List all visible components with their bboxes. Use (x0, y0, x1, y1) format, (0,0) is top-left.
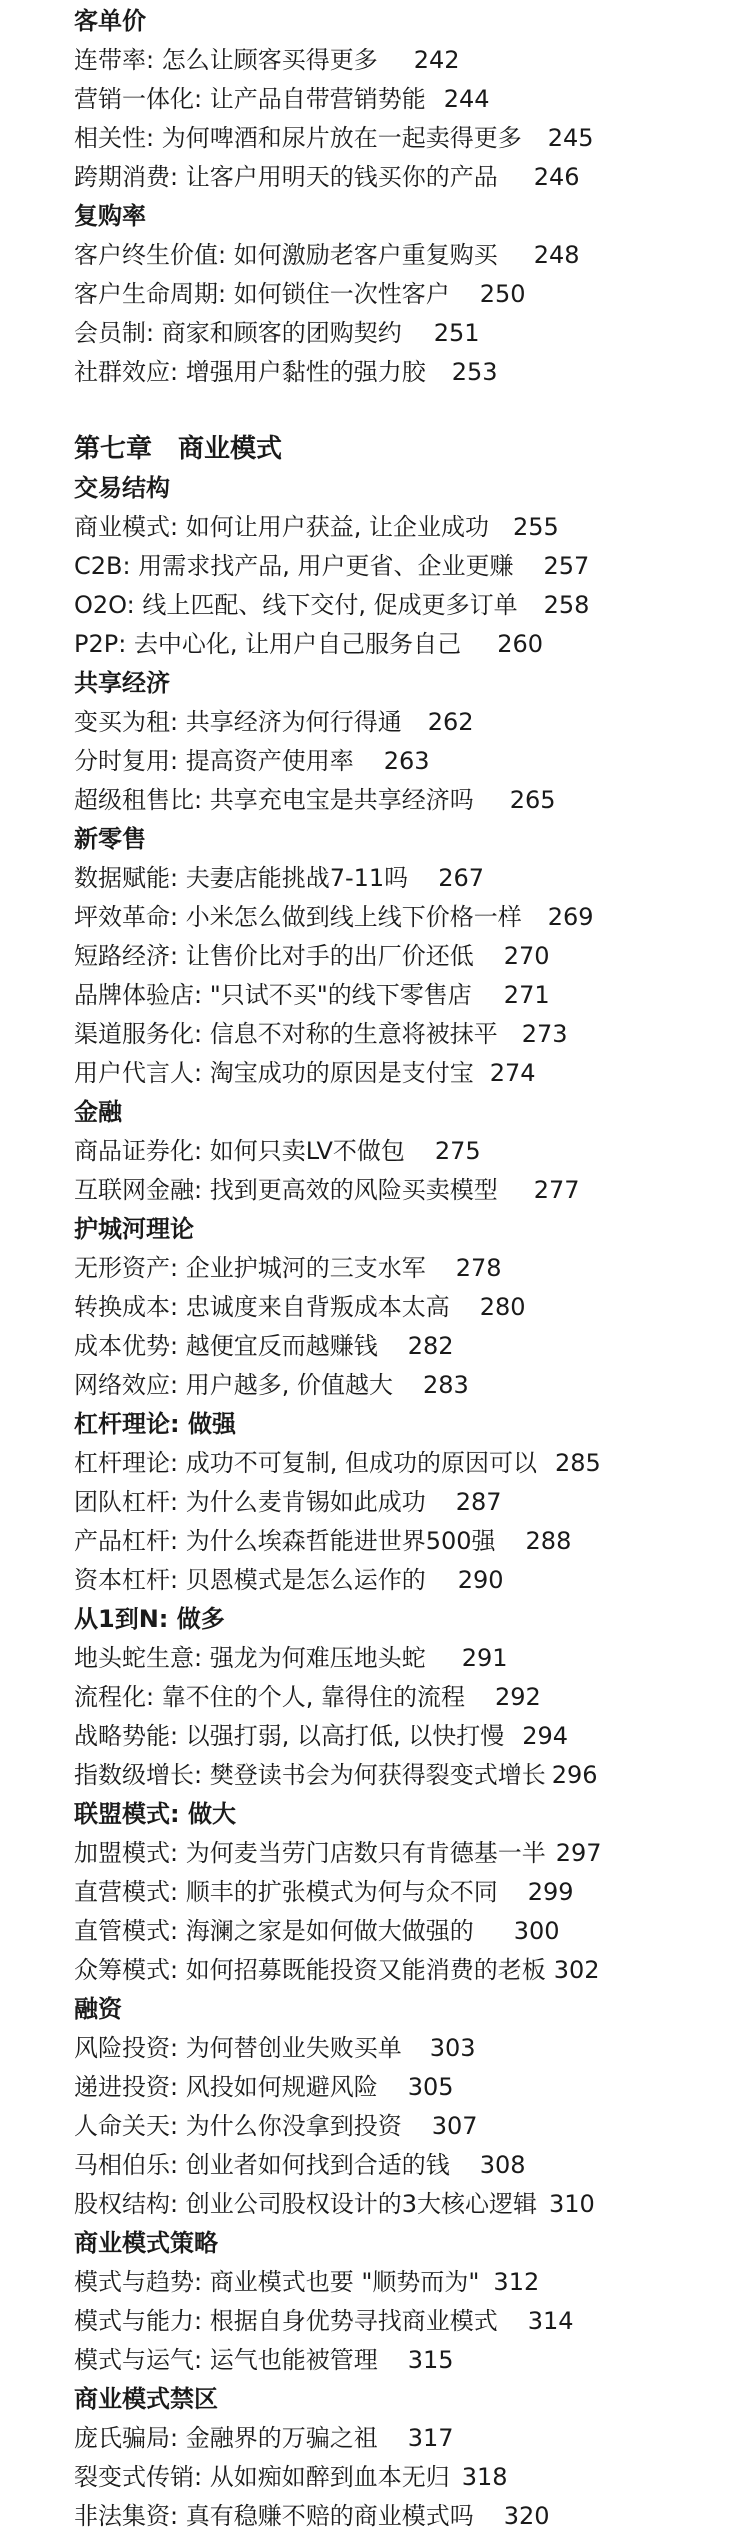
toc-entry[interactable] (74, 1522, 734, 1561)
toc-entry-title: 客户生命周期: 如何锁住一次性客户 (74, 280, 450, 308)
toc-entry-page: 297 (555, 1839, 602, 1867)
toc-entry-page: 314 (527, 2307, 574, 2335)
toc-entry-page: 255 (512, 513, 559, 541)
toc-entry-page: 315 (407, 2346, 454, 2374)
toc-entry[interactable] (74, 1717, 734, 1756)
toc-entry[interactable] (74, 1912, 734, 1951)
toc-entry[interactable] (74, 2497, 734, 2536)
toc-entry-title: 客户终生价值: 如何激励老客户重复购买 (74, 241, 498, 269)
section-heading: 交易结构 (74, 474, 170, 502)
toc-entry-page: 300 (513, 1917, 560, 1945)
toc-entry-page: 269 (547, 903, 594, 931)
toc-entry[interactable] (74, 2185, 734, 2224)
toc-entry-page: 283 (422, 1371, 469, 1399)
toc-entry-page: 287 (455, 1488, 502, 1516)
toc-entry-title: 超级租售比: 共享充电宝是共享经济吗 (74, 786, 474, 814)
toc-entry[interactable] (74, 275, 734, 314)
toc-entry-title: 杠杆理论: 成功不可复制, 但成功的原因可以 (74, 1449, 537, 1477)
toc-entry-page: 246 (533, 163, 580, 191)
toc-entry-page: 308 (479, 2151, 526, 2179)
toc-entry[interactable] (74, 1171, 734, 1210)
toc-entry-title: 直营模式: 顺丰的扩张模式为何与众不同 (74, 1878, 498, 1906)
toc-entry[interactable] (74, 1288, 734, 1327)
toc-entry[interactable] (74, 2263, 734, 2302)
toc-entry-page: 273 (521, 1020, 568, 1048)
toc-entry-page: 270 (503, 942, 550, 970)
toc-entry-page: 294 (522, 1722, 569, 1750)
chapter-heading: 第七章 商业模式 (74, 434, 283, 464)
toc-entry-title: 股权结构: 创业公司股权设计的3大核心逻辑 (74, 2190, 537, 2218)
toc-entry-title: 变买为租: 共享经济为何行得通 (74, 708, 402, 736)
toc-entry[interactable] (74, 2068, 734, 2107)
table-of-contents (74, 2, 734, 2536)
toc-entry[interactable] (74, 1678, 734, 1717)
toc-entry[interactable] (74, 1015, 734, 1054)
toc-entry-page: 253 (451, 358, 498, 386)
section-heading: 客单价 (74, 7, 146, 35)
toc-entry[interactable] (74, 625, 734, 664)
toc-entry-page: 307 (431, 2112, 478, 2140)
toc-entry-page: 274 (489, 1059, 536, 1087)
section-heading: 护城河理论 (74, 1215, 194, 1243)
toc-entry-title: 直管模式: 海澜之家是如何做大做强的 (74, 1917, 474, 1945)
toc-entry-title: 社群效应: 增强用户黏性的强力胶 (74, 358, 426, 386)
toc-entry[interactable] (74, 2302, 734, 2341)
toc-entry-title: 互联网金融: 找到更高效的风险买卖模型 (74, 1176, 498, 1204)
section-heading: 新零售 (74, 825, 146, 853)
toc-entry-title: 团队杠杆: 为什么麦肯锡如此成功 (74, 1488, 426, 1516)
toc-entry-page: 271 (503, 981, 550, 1009)
section-heading: 杠杆理论: 做强 (74, 1410, 236, 1438)
toc-entry[interactable] (74, 547, 734, 586)
toc-entry-page: 278 (455, 1254, 502, 1282)
toc-entry-title: 无形资产: 企业护城河的三支水军 (74, 1254, 426, 1282)
toc-entry[interactable] (74, 2107, 734, 2146)
toc-entry[interactable] (74, 859, 734, 898)
toc-entry[interactable] (74, 586, 734, 625)
section-heading: 商业模式策略 (74, 2229, 218, 2257)
toc-entry-page: 250 (479, 280, 526, 308)
section-heading: 联盟模式: 做大 (74, 1800, 236, 1828)
toc-entry-title: 用户代言人: 淘宝成功的原因是支付宝 (74, 1059, 474, 1087)
toc-entry-title: 人命关天: 为什么你没拿到投资 (74, 2112, 402, 2140)
toc-entry-title: O2O: 线上匹配、线下交付, 促成更多订单 (74, 591, 518, 619)
toc-entry-page: 317 (407, 2424, 454, 2452)
toc-entry-title: 品牌体验店: "只试不买"的线下零售店 (74, 981, 472, 1009)
toc-entry-page: 310 (548, 2190, 595, 2218)
toc-entry-title: 模式与运气: 运气也能被管理 (74, 2346, 378, 2374)
toc-entry-page: 280 (479, 1293, 526, 1321)
toc-entry[interactable] (74, 976, 734, 1015)
toc-entry-title: 数据赋能: 夫妻店能挑战7-11吗 (74, 864, 409, 892)
toc-entry-title: 指数级增长: 樊登读书会为何获得裂变式增长 (74, 1761, 546, 1789)
toc-entry-title: 众筹模式: 如何招募既能投资又能消费的老板 (74, 1956, 546, 1984)
toc-entry[interactable] (74, 1444, 734, 1483)
toc-entry-page: 282 (407, 1332, 454, 1360)
toc-entry-page: 257 (543, 552, 590, 580)
toc-entry-page: 260 (497, 630, 543, 658)
toc-entry-title: 地头蛇生意: 强龙为何难压地头蛇 (74, 1644, 426, 1672)
toc-entry[interactable] (74, 1054, 734, 1093)
toc-entry-title: 战略势能: 以强打弱, 以高打低, 以快打慢 (74, 1722, 505, 1750)
toc-entry[interactable] (74, 119, 734, 158)
toc-entry[interactable] (74, 1834, 734, 1873)
toc-entry[interactable] (74, 508, 734, 547)
toc-entry[interactable] (74, 2341, 734, 2380)
toc-entry-title: 分时复用: 提高资产使用率 (74, 747, 354, 775)
toc-entry-title: 模式与趋势: 商业模式也要 "顺势而为" (74, 2268, 480, 2296)
toc-entry-page: 275 (434, 1137, 481, 1165)
toc-entry-page: 305 (407, 2073, 454, 2101)
toc-entry[interactable] (74, 742, 734, 781)
toc-entry[interactable] (74, 1561, 734, 1600)
toc-entry[interactable] (74, 703, 734, 742)
toc-entry-title: 渠道服务化: 信息不对称的生意将被抹平 (74, 1020, 498, 1048)
toc-entry[interactable] (74, 1132, 734, 1171)
toc-entry[interactable] (74, 314, 734, 353)
toc-entry[interactable] (74, 2419, 734, 2458)
toc-entry-page: 285 (554, 1449, 601, 1477)
toc-entry-page: 251 (433, 319, 480, 347)
toc-entry-page: 303 (429, 2034, 476, 2062)
toc-entry-page: 290 (457, 1566, 504, 1594)
toc-entry-title: 转换成本: 忠诚度来自背叛成本太高 (74, 1293, 450, 1321)
toc-entry[interactable] (74, 898, 734, 937)
toc-entry-title: 相关性: 为何啤酒和尿片放在一起卖得更多 (74, 124, 522, 152)
toc-entry[interactable] (74, 1327, 734, 1366)
toc-entry-page: 248 (533, 241, 580, 269)
toc-entry[interactable] (74, 1873, 734, 1912)
section-heading: 金融 (74, 1098, 122, 1126)
toc-entry-title: 营销一体化: 让产品自带营销势能 (74, 85, 426, 113)
toc-entry-page: 318 (461, 2463, 508, 2491)
toc-entry[interactable] (74, 353, 734, 392)
toc-entry-title: C2B: 用需求找产品, 用户更省、企业更赚 (74, 552, 514, 580)
toc-entry[interactable] (74, 1756, 734, 1795)
toc-entry-page: 296 (551, 1761, 598, 1789)
toc-entry-page: 263 (383, 747, 430, 775)
toc-entry-page: 245 (547, 124, 594, 152)
toc-entry-title: 非法集资: 真有稳赚不赔的商业模式吗 (74, 2502, 474, 2530)
section-heading: 商业模式禁区 (74, 2385, 218, 2413)
toc-entry[interactable] (74, 1366, 734, 1405)
toc-entry-title: 递进投资: 风投如何规避风险 (74, 2073, 378, 2101)
toc-entry-page: 242 (413, 46, 460, 74)
toc-entry[interactable] (74, 1639, 734, 1678)
toc-entry-title: 会员制: 商家和顾客的团购契约 (74, 319, 402, 347)
toc-entry-title: 产品杠杆: 为什么埃森哲能进世界500强 (74, 1527, 496, 1555)
toc-entry-title: 网络效应: 用户越多, 价值越大 (74, 1371, 393, 1399)
chapter-spacer (74, 392, 734, 430)
toc-entry[interactable] (74, 2458, 734, 2497)
toc-entry[interactable] (74, 158, 734, 197)
toc-entry[interactable] (74, 1483, 734, 1522)
toc-entry-title: 庞氏骗局: 金融界的万骗之祖 (74, 2424, 378, 2452)
toc-entry[interactable] (74, 236, 734, 275)
toc-entry-page: 299 (527, 1878, 574, 1906)
toc-entry-title: 流程化: 靠不住的个人, 靠得住的流程 (74, 1683, 465, 1711)
toc-entry-page: 320 (503, 2502, 550, 2530)
section-heading: 融资 (74, 1995, 122, 2023)
toc-entry-page: 302 (553, 1956, 600, 1984)
section-heading: 复购率 (74, 202, 146, 230)
toc-entry[interactable] (74, 781, 734, 820)
toc-entry-page: 244 (443, 85, 490, 113)
toc-entry-title: 成本优势: 越便宜反而越赚钱 (74, 1332, 378, 1360)
toc-entry-title: 短路经济: 让售价比对手的出厂价还低 (74, 942, 474, 970)
toc-entry-page: 288 (525, 1527, 572, 1555)
toc-entry[interactable] (74, 2146, 734, 2185)
toc-entry-page: 265 (509, 786, 556, 814)
toc-entry-page: 277 (533, 1176, 580, 1204)
toc-entry-title: 商品证券化: 如何只卖LV不做包 (74, 1137, 405, 1165)
toc-entry-page: 258 (543, 591, 590, 619)
toc-entry-page: 267 (438, 864, 484, 892)
toc-entry-page: 262 (427, 708, 474, 736)
section-heading: 从1到N: 做多 (74, 1605, 225, 1633)
toc-entry-title: 裂变式传销: 从如痴如醉到血本无归 (74, 2463, 450, 2491)
toc-entry-title: 坪效革命: 小米怎么做到线上线下价格一样 (74, 903, 522, 931)
toc-entry-title: 跨期消费: 让客户用明天的钱买你的产品 (74, 163, 498, 191)
toc-entry-title: 加盟模式: 为何麦当劳门店数只有肯德基一半 (74, 1839, 546, 1867)
toc-entry[interactable] (74, 41, 734, 80)
toc-entry-title: 连带率: 怎么让顾客买得更多 (74, 46, 378, 74)
toc-entry[interactable] (74, 2029, 734, 2068)
section-heading: 共享经济 (74, 669, 170, 697)
toc-entry[interactable] (74, 1951, 734, 1990)
toc-entry-page: 291 (461, 1644, 508, 1672)
toc-entry-title: 模式与能力: 根据自身优势寻找商业模式 (74, 2307, 498, 2335)
toc-entry[interactable] (74, 80, 734, 119)
toc-entry-title: 风险投资: 为何替创业失败买单 (74, 2034, 402, 2062)
toc-entry[interactable] (74, 1249, 734, 1288)
toc-entry-page: 292 (494, 1683, 541, 1711)
toc-entry[interactable] (74, 937, 734, 976)
toc-entry-title: 资本杠杆: 贝恩模式是怎么运作的 (74, 1566, 426, 1594)
toc-entry-title: 商业模式: 如何让用户获益, 让企业成功 (74, 513, 489, 541)
toc-entry-title: P2P: 去中心化, 让用户自己服务自己 (74, 630, 462, 658)
toc-entry-title: 马相伯乐: 创业者如何找到合适的钱 (74, 2151, 450, 2179)
toc-entry-page: 312 (493, 2268, 540, 2296)
